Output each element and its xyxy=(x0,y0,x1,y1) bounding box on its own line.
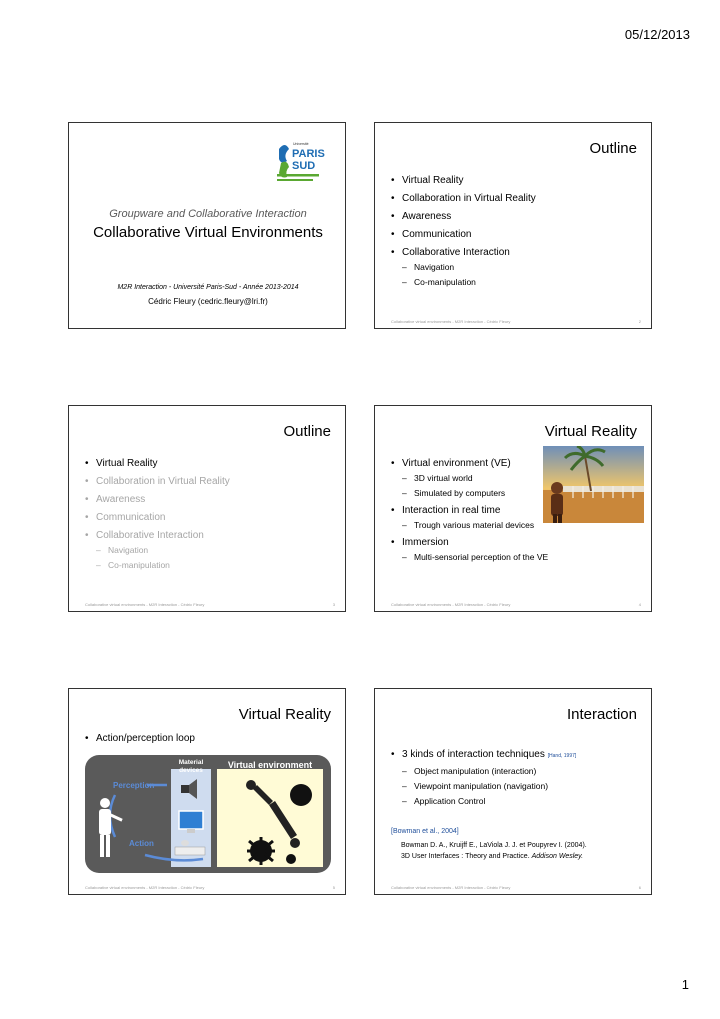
outline-item: • Communication xyxy=(85,511,230,524)
reference-title: 3D User Interfaces : Theory and Practice. xyxy=(401,853,532,860)
slide-title: Virtual Reality xyxy=(544,423,637,440)
reference-publisher: Addison Wesley. xyxy=(531,853,584,860)
outline-item: • Virtual Reality xyxy=(391,174,536,187)
outline-sub-item: – Co-manipulation xyxy=(402,277,536,288)
university-logo xyxy=(277,139,325,187)
slide-footer: Collaborative virtual environments - M2R Interaction - Cédric Fleury xyxy=(391,602,511,607)
slide-number: 4 xyxy=(638,602,641,607)
page-date: 05/12/2013 xyxy=(624,27,690,42)
slide-footer: Collaborative virtual environments - M2R Interaction - Cédric Fleury xyxy=(391,885,511,890)
sub-item: – Application Control xyxy=(402,796,641,807)
bullet-label: Virtual environment (VE) xyxy=(402,458,511,469)
outline-item-current: • Virtual Reality xyxy=(85,457,230,470)
outline-item: • Collaboration in Virtual Reality xyxy=(85,475,230,488)
action-label: Action xyxy=(129,839,154,848)
sub-item: – Multi-sensorial perception of the VE xyxy=(402,552,641,563)
slide-1 xyxy=(68,122,346,329)
slide-number: 6 xyxy=(638,885,641,890)
bullet-label: Interaction in real time xyxy=(402,505,501,516)
slide-footer: Collaborative virtual environments - M2R Interaction - Cédric Fleury xyxy=(85,885,205,890)
author-info: Cédric Fleury (cedric.fleury@lri.fr) xyxy=(148,297,268,306)
outline-sub-item: – Navigation xyxy=(402,262,536,273)
vr-beach-image xyxy=(543,446,644,523)
outline-sub-list xyxy=(402,262,536,288)
outline-item: • Awareness xyxy=(391,210,536,223)
outline-sub-item: – Co-manipulation xyxy=(96,560,230,571)
logo-text-universite: Université xyxy=(293,142,309,146)
slide-number: 5 xyxy=(332,885,335,890)
material-devices-label-1: Material xyxy=(178,759,204,766)
sphere-icon xyxy=(290,784,312,806)
slide-subtitle: Groupware and Collaborative Interaction xyxy=(109,208,307,220)
bullet-label: Immersion xyxy=(402,537,449,548)
reference-text xyxy=(401,840,587,862)
outline-item xyxy=(391,246,536,288)
outline-item: • Collaboration in Virtual Reality xyxy=(391,192,536,205)
bullet-item xyxy=(391,748,641,807)
reference-line xyxy=(401,851,587,862)
outline-list xyxy=(85,457,230,576)
slide-6 xyxy=(374,688,652,895)
outline-item-label: Collaborative Interaction xyxy=(402,247,510,258)
slide-footer: Collaborative virtual environments - M2R Interaction - Cédric Fleury xyxy=(85,602,205,607)
monitor-icon xyxy=(179,811,203,833)
slide-title: Collaborative Virtual Environments xyxy=(93,224,323,241)
slide-number: 3 xyxy=(332,602,335,607)
sub-list xyxy=(402,766,641,807)
virtual-environment-label: Virtual environment xyxy=(227,760,313,770)
slide-title: Virtual Reality xyxy=(238,706,331,723)
outline-item xyxy=(85,529,230,571)
material-devices-label-2: devices xyxy=(179,767,203,774)
outline-list xyxy=(391,174,536,293)
page-number: 1 xyxy=(681,977,689,992)
sub-item: – Trough various material devices xyxy=(402,520,641,531)
outline-sub-item: – Navigation xyxy=(96,545,230,556)
slide-footer: Collaborative virtual environments - M2R Interaction - Cédric Fleury xyxy=(391,319,511,324)
course-info: M2R Interaction - Université Paris-Sud - Année 2013-2014 xyxy=(117,284,299,291)
outline-sub-list xyxy=(96,545,230,571)
slide-title: Outline xyxy=(283,423,331,440)
sub-item: – Object manipulation (interaction) xyxy=(402,766,641,777)
outline-item-label: Collaborative Interaction xyxy=(96,530,204,541)
reference-label: [Bowman et al., 2004] xyxy=(391,828,459,835)
bullet-item xyxy=(391,536,641,563)
bullet-list xyxy=(85,732,195,750)
sub-item: – 3D virtual world xyxy=(402,473,641,484)
sub-item: – Simulated by computers xyxy=(402,488,641,499)
slide-3 xyxy=(68,405,346,612)
action-perception-loop-diagram xyxy=(85,755,331,873)
bullet-list xyxy=(391,748,641,812)
logo-text-sud: SUD xyxy=(292,160,316,172)
sub-item: – Viewpoint manipulation (navigation) xyxy=(402,781,641,792)
bullet-label: 3 kinds of interaction techniques xyxy=(402,749,545,760)
outline-item: • Awareness xyxy=(85,493,230,506)
logo-text-paris: PARIS xyxy=(292,148,325,160)
slide-number: 2 xyxy=(638,319,641,324)
slide-5 xyxy=(68,688,346,895)
outline-item: • Communication xyxy=(391,228,536,241)
slide-title: Interaction xyxy=(566,706,637,723)
slide-4 xyxy=(374,405,652,612)
perception-label: Perception xyxy=(113,781,155,790)
slide-2 xyxy=(374,122,652,329)
reference-line: Bowman D. A., Kruijff E., LaViola J. J. et Poupyrev I. (2004). xyxy=(401,842,587,849)
sub-list xyxy=(402,552,641,563)
citation: [Hand, 1997] xyxy=(547,753,577,759)
bullet-item: • Action/perception loop xyxy=(85,732,195,745)
slide-title: Outline xyxy=(589,140,637,157)
